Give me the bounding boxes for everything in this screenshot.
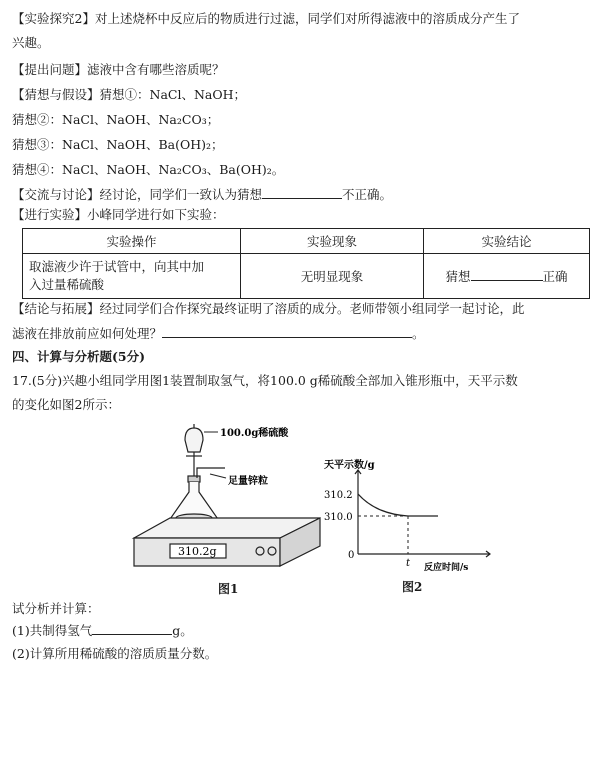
- acid-label: 100.0g稀硫酸: [220, 428, 289, 439]
- problem-line-2: 的变化如图2所示：: [12, 397, 120, 412]
- treatment-answer-blank[interactable]: [162, 325, 412, 338]
- problem-line-1: 17.(5分)兴趣小组同学用图1装置制取氢气，将100.0 g稀硫酸全部加入锥形瓶中，天平示数: [12, 373, 518, 388]
- figure1-apparatus: [130, 418, 330, 580]
- cell-operation: [23, 254, 241, 299]
- conclusion-end: 。: [412, 326, 425, 341]
- zinc-leader-line: [210, 474, 226, 478]
- y-tick-310-0: 310.0: [324, 512, 353, 523]
- figure1-caption: 图1: [218, 582, 239, 596]
- y-tick-310-2: 310.2: [324, 490, 353, 501]
- experiment-table: [22, 228, 590, 299]
- cell-phenomenon: 无明显现象: [241, 254, 424, 299]
- x-axis-label: 反应时间/s: [424, 563, 469, 573]
- discussion-suffix: 不正确。: [342, 187, 393, 202]
- analysis-prompt: 试分析并计算：: [12, 601, 100, 616]
- hypothesis-1: 【猜想与假设】猜想①：NaCl、NaOH；: [12, 87, 246, 102]
- series-line: [358, 494, 438, 516]
- analysis-q2: (2)计算所用稀硫酸的溶质质量分数。: [12, 646, 218, 661]
- header-operation: 实验操作: [23, 229, 241, 254]
- intro-line-2: 兴趣。: [12, 35, 50, 50]
- hydrogen-mass-blank[interactable]: [92, 622, 172, 635]
- cell-conclusion: [424, 254, 590, 299]
- header-conclusion: 实验结论: [424, 229, 590, 254]
- discussion-answer-blank[interactable]: [262, 186, 342, 199]
- discussion-line: [12, 186, 392, 204]
- conclusion-answer-blank[interactable]: [471, 268, 543, 281]
- zinc-label: 足量锌粒: [228, 476, 268, 487]
- table-row: [23, 254, 590, 299]
- operation-line-1: 取滤液少许于试管中，向其中加: [29, 259, 205, 274]
- conclusion-line-1: 【结论与拓展】经过同学们合作探究最终证明了溶质的成分。老师带领小组同学一起讨论，此: [12, 301, 525, 316]
- section-title: 四、计算与分析题(5分): [12, 349, 146, 364]
- figure2-chart: [318, 458, 504, 574]
- q1-prefix: (1)共制得氢气: [12, 623, 93, 638]
- experiment-intro: 【进行实验】小峰同学进行如下实验：: [12, 207, 225, 222]
- q1-suffix: g。: [172, 623, 193, 638]
- origin-label: 0: [348, 550, 355, 561]
- conclusion-prefix: 猜想: [445, 269, 471, 284]
- intro-line-1: 【实验探究2】对上述烧杯中反应后的物质进行过滤，同学们对所得滤液中的溶质成分产生了: [12, 11, 520, 26]
- discussion-prefix: 【交流与讨论】经讨论，同学们一致认为猜想: [12, 187, 263, 202]
- balance-reading: 310.2g: [178, 545, 217, 558]
- header-phenomenon: 实验现象: [241, 229, 424, 254]
- table-header-row: [23, 229, 590, 254]
- question-line: 【提出问题】滤液中含有哪些溶质呢？: [12, 62, 225, 77]
- operation-line-2: 入过量稀硫酸: [29, 277, 105, 292]
- figure2-caption: 图2: [402, 580, 423, 594]
- conclusion-line-2: [12, 325, 425, 343]
- analysis-q1: [12, 622, 193, 640]
- hypothesis-3: 猜想③：NaCl、NaOH、Ba(OH)₂；: [12, 137, 224, 152]
- hypothesis-4: 猜想④：NaCl、NaOH、Na₂CO₃、Ba(OH)₂。: [12, 162, 285, 177]
- conclusion-suffix: 正确: [542, 269, 568, 284]
- y-axis-label: 天平示数/g: [324, 460, 375, 471]
- conclusion-question: 滤液在排放前应如何处理？: [12, 326, 163, 341]
- x-tick-t: t: [406, 558, 411, 569]
- hypothesis-2: 猜想②：NaCl、NaOH、Na₂CO₃；: [12, 112, 220, 127]
